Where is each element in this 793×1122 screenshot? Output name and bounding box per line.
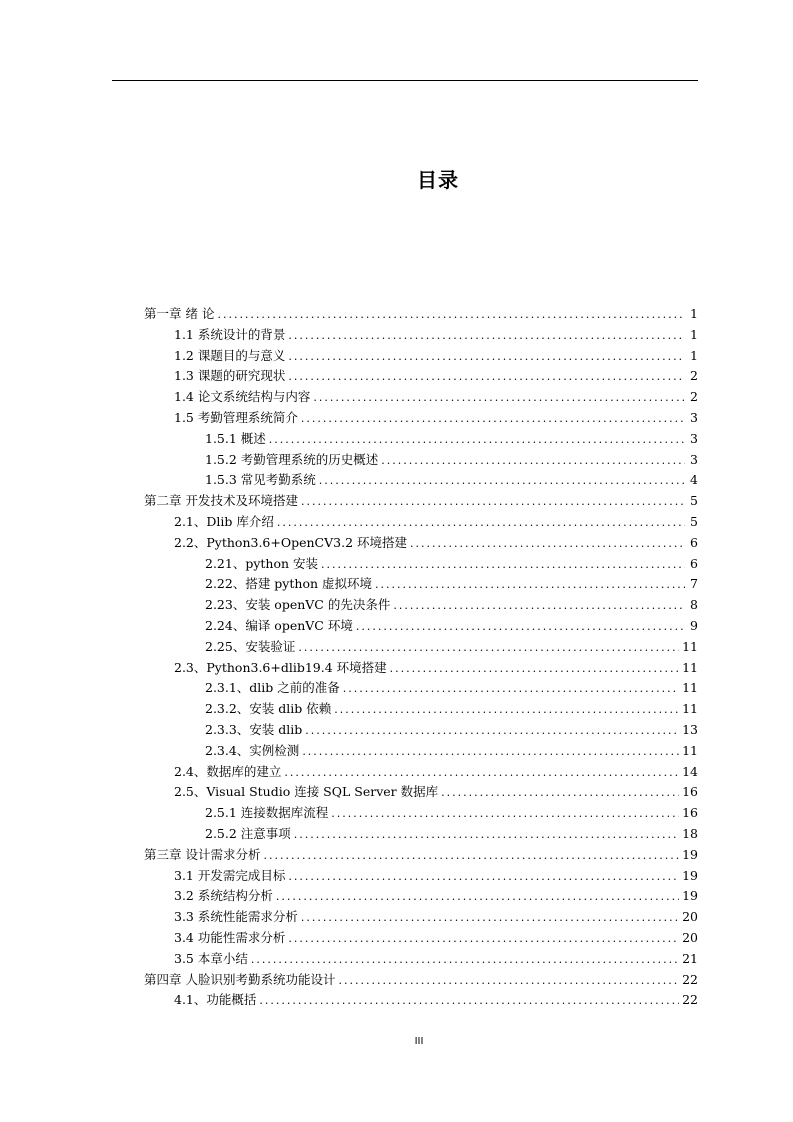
toc-entry[interactable] bbox=[144, 990, 698, 1011]
toc-entry-label: 3.2 系统结构分析 bbox=[174, 888, 273, 904]
toc-leader-dots bbox=[251, 950, 679, 971]
toc-entry-page: 16 bbox=[682, 805, 698, 821]
toc-leader-dots bbox=[277, 513, 685, 534]
toc-leader-dots bbox=[313, 388, 685, 409]
toc-entry[interactable] bbox=[144, 512, 698, 533]
toc-leader-dots bbox=[288, 867, 679, 888]
toc-entry-label: 3.4 功能性需求分析 bbox=[174, 929, 286, 945]
toc-entry[interactable] bbox=[144, 304, 698, 325]
toc-entry-page: 5 bbox=[690, 513, 698, 529]
toc-leader-dots bbox=[381, 451, 685, 472]
toc-entry[interactable] bbox=[144, 762, 698, 783]
toc-leader-dots bbox=[276, 887, 679, 908]
footer-page-number: III bbox=[414, 1036, 424, 1047]
toc-entry-page: 1 bbox=[690, 306, 698, 321]
toc-entry-page: 11 bbox=[682, 659, 698, 675]
toc-entry-page: 20 bbox=[682, 929, 698, 945]
toc-entry[interactable] bbox=[144, 616, 698, 637]
toc-entry-page: 11 bbox=[682, 742, 698, 758]
toc-entry[interactable] bbox=[144, 928, 698, 949]
toc-entry-page: 19 bbox=[682, 888, 698, 904]
toc-entry-page: 13 bbox=[682, 721, 698, 737]
toc-leader-dots bbox=[301, 908, 679, 929]
toc-leader-dots bbox=[284, 763, 679, 784]
toc-entry[interactable] bbox=[144, 970, 698, 991]
toc-leader-dots bbox=[288, 929, 679, 950]
toc-entry[interactable] bbox=[144, 720, 698, 741]
toc-entry-label: 1.1 系统设计的背景 bbox=[174, 326, 286, 342]
toc-entry-page: 6 bbox=[690, 555, 698, 571]
toc-entry-label: 3.5 本章小结 bbox=[174, 950, 248, 966]
toc-entry-label: 2.3、Python3.6+dlib19.4 环境搭建 bbox=[174, 659, 387, 675]
toc-entry-label: 1.4 论文系统结构与内容 bbox=[174, 389, 311, 405]
toc-entry-page: 9 bbox=[690, 617, 698, 633]
toc-leader-dots bbox=[302, 742, 679, 763]
toc-leader-dots bbox=[375, 575, 685, 596]
toc-leader-dots bbox=[298, 638, 679, 659]
toc-entry-page: 4 bbox=[690, 472, 698, 488]
toc-entry-page: 7 bbox=[690, 576, 698, 592]
toc-entry[interactable] bbox=[144, 408, 698, 429]
toc-leader-dots bbox=[305, 721, 679, 742]
toc-entry[interactable] bbox=[144, 741, 698, 762]
toc-entry-label: 3.1 开发需完成目标 bbox=[174, 867, 286, 883]
toc-entry[interactable] bbox=[144, 366, 698, 387]
toc-entry-label: 第四章 人脸识别考勤系统功能设计 bbox=[144, 971, 336, 987]
toc-entry-label: 2.5.1 连接数据库流程 bbox=[205, 805, 329, 821]
toc-entry-page: 19 bbox=[682, 867, 698, 883]
toc-leader-dots bbox=[288, 326, 685, 347]
toc-entry[interactable] bbox=[144, 803, 698, 824]
toc-entry-label: 1.5.3 常见考勤系统 bbox=[205, 472, 316, 488]
toc-entry-label: 2.1、Dlib 库介绍 bbox=[174, 513, 274, 529]
toc-entry[interactable] bbox=[144, 699, 698, 720]
toc-entry-label: 1.3 课题的研究现状 bbox=[174, 368, 286, 384]
toc-entry-page: 21 bbox=[682, 950, 698, 966]
toc-entry-label: 2.21、python 安装 bbox=[205, 555, 319, 571]
toc-entry-page: 18 bbox=[682, 825, 698, 841]
toc-entry[interactable] bbox=[144, 658, 698, 679]
toc-entry-label: 1.5.2 考勤管理系统的历史概述 bbox=[205, 451, 379, 467]
toc-leader-dots bbox=[331, 804, 679, 825]
toc-entry-label: 2.2、Python3.6+OpenCV3.2 环境搭建 bbox=[174, 534, 407, 550]
toc-entry-page: 22 bbox=[682, 992, 698, 1008]
toc-entry-label: 2.3.2、安装 dlib 依赖 bbox=[205, 701, 332, 717]
toc-entry[interactable] bbox=[144, 429, 698, 450]
toc-leader-dots bbox=[288, 367, 685, 388]
toc-entry-label: 2.5.2 注意事项 bbox=[205, 825, 291, 841]
page-title: 目录 bbox=[417, 168, 459, 192]
toc-entry-page: 16 bbox=[682, 784, 698, 800]
toc-entry-label: 2.23、安装 openVC 的先决条件 bbox=[205, 597, 391, 613]
toc-entry-page: 8 bbox=[690, 597, 698, 613]
toc-entry[interactable] bbox=[144, 325, 698, 346]
toc-entry[interactable] bbox=[144, 346, 698, 367]
toc-entry-label: 1.5.1 概述 bbox=[205, 430, 266, 446]
toc-entry-label: 第二章 开发技术及环境搭建 bbox=[144, 493, 298, 509]
toc-leader-dots bbox=[410, 534, 685, 555]
toc-entry-label: 3.3 系统性能需求分析 bbox=[174, 909, 298, 925]
toc-entry-page: 2 bbox=[690, 389, 698, 405]
toc-leader-dots bbox=[288, 347, 685, 368]
toc-entry-label: 2.4、数据库的建立 bbox=[174, 763, 282, 779]
toc-leader-dots bbox=[263, 846, 679, 867]
toc-entry-page: 6 bbox=[690, 534, 698, 550]
toc-entry-page: 11 bbox=[682, 680, 698, 696]
toc-entry-page: 3 bbox=[690, 430, 698, 446]
toc-entry[interactable] bbox=[144, 678, 698, 699]
toc-entry-page: 2 bbox=[690, 368, 698, 384]
toc-entry[interactable] bbox=[144, 637, 698, 658]
toc-entry[interactable] bbox=[144, 907, 698, 928]
toc-leader-dots bbox=[301, 409, 685, 430]
toc-entry-label: 1.5 考勤管理系统简介 bbox=[174, 409, 298, 425]
toc-entry-page: 5 bbox=[690, 493, 698, 509]
toc-leader-dots bbox=[321, 555, 685, 576]
toc-entry-page: 19 bbox=[682, 846, 698, 862]
toc-leader-dots bbox=[259, 991, 679, 1012]
toc-leader-dots bbox=[338, 971, 679, 992]
table-of-contents bbox=[144, 304, 698, 1011]
toc-leader-dots bbox=[294, 825, 679, 846]
toc-leader-dots bbox=[217, 305, 685, 326]
toc-entry-label: 2.3.1、dlib 之前的准备 bbox=[205, 680, 340, 696]
toc-entry[interactable] bbox=[144, 450, 698, 471]
toc-entry[interactable] bbox=[144, 824, 698, 845]
toc-entry-page: 1 bbox=[690, 326, 698, 342]
toc-entry-label: 2.24、编译 openVC 环境 bbox=[205, 617, 353, 633]
toc-entry-label: 2.25、安装验证 bbox=[205, 638, 296, 654]
toc-leader-dots bbox=[319, 471, 685, 492]
toc-entry[interactable] bbox=[144, 782, 698, 803]
toc-leader-dots bbox=[343, 679, 679, 700]
toc-entry[interactable] bbox=[144, 886, 698, 907]
toc-entry-page: 14 bbox=[682, 763, 698, 779]
toc-entry-label: 2.3.4、实例检测 bbox=[205, 742, 300, 758]
toc-entry-page: 11 bbox=[682, 638, 698, 654]
toc-entry-page: 20 bbox=[682, 909, 698, 925]
toc-entry-page: 3 bbox=[690, 451, 698, 467]
toc-entry-label: 4.1、功能概括 bbox=[174, 992, 257, 1008]
toc-leader-dots bbox=[334, 700, 679, 721]
toc-entry[interactable] bbox=[144, 595, 698, 616]
toc-leader-dots bbox=[393, 596, 685, 617]
toc-entry-label: 2.5、Visual Studio 连接 SQL Server 数据库 bbox=[174, 784, 439, 800]
toc-leader-dots bbox=[269, 430, 685, 451]
toc-entry-page: 11 bbox=[682, 701, 698, 717]
header-rule bbox=[112, 80, 698, 81]
toc-entry[interactable] bbox=[144, 574, 698, 595]
toc-entry[interactable] bbox=[144, 533, 698, 554]
toc-leader-dots bbox=[441, 783, 679, 804]
toc-leader-dots bbox=[390, 659, 679, 680]
toc-entry-label: 1.2 课题目的与意义 bbox=[174, 347, 286, 363]
toc-entry[interactable] bbox=[144, 949, 698, 970]
toc-entry-page: 3 bbox=[690, 409, 698, 425]
toc-entry[interactable] bbox=[144, 845, 698, 866]
toc-entry[interactable] bbox=[144, 866, 698, 887]
toc-entry[interactable] bbox=[144, 470, 698, 491]
toc-entry-page: 1 bbox=[690, 347, 698, 363]
toc-entry-label: 2.3.3、安装 dlib bbox=[205, 721, 303, 737]
toc-entry[interactable] bbox=[144, 554, 698, 575]
toc-leader-dots bbox=[356, 617, 685, 638]
toc-entry-label: 第三章 设计需求分析 bbox=[144, 846, 261, 862]
toc-entry-page: 22 bbox=[682, 971, 698, 987]
toc-entry[interactable] bbox=[144, 491, 698, 512]
toc-leader-dots bbox=[301, 492, 685, 513]
toc-entry-label: 2.22、搭建 python 虚拟环境 bbox=[205, 576, 372, 592]
toc-entry-label: 第一章 绪 论 bbox=[144, 306, 215, 321]
toc-entry[interactable] bbox=[144, 387, 698, 408]
